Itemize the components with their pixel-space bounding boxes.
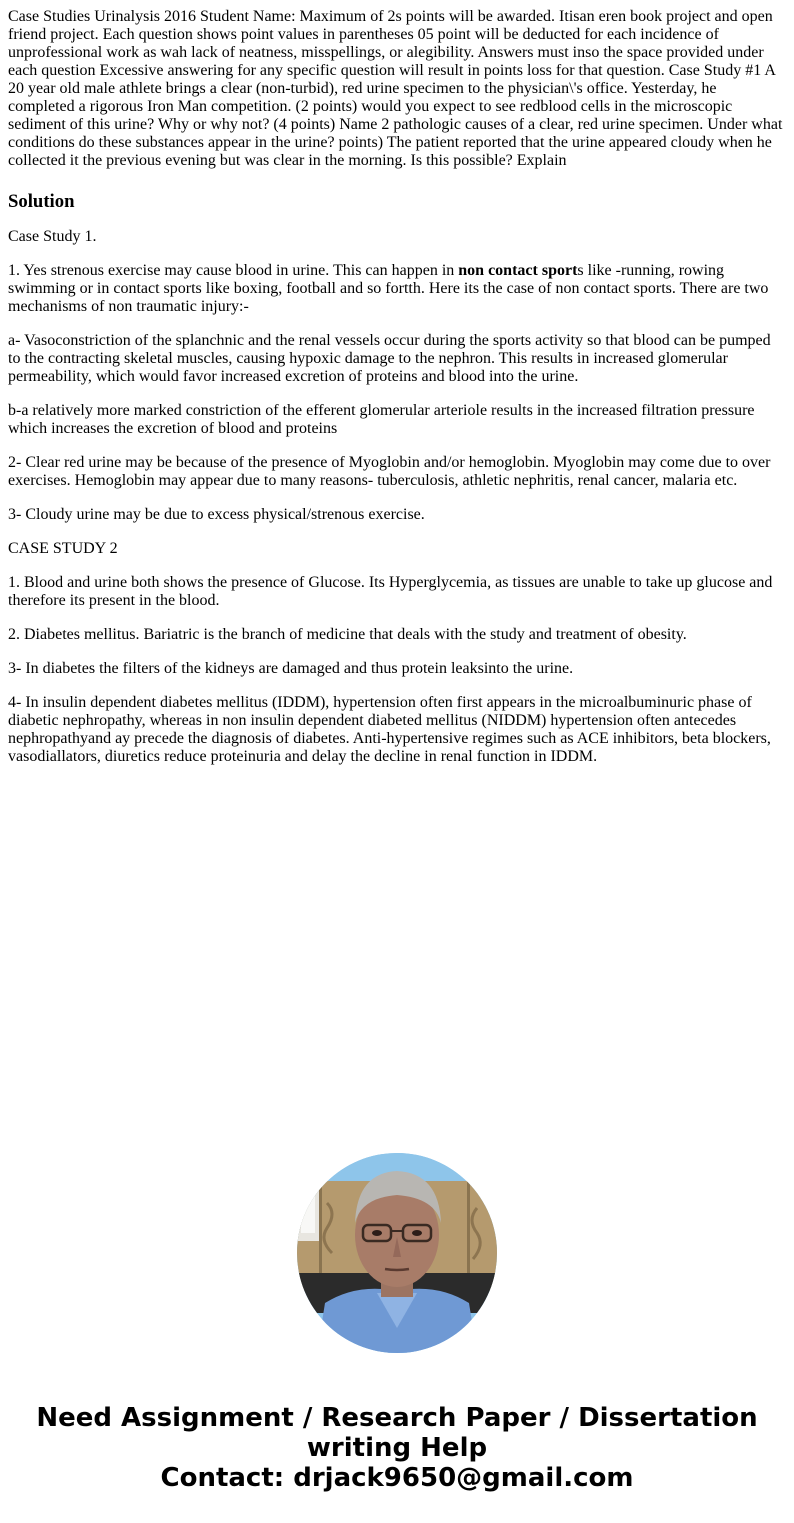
question-text: Case Studies Urinalysis 2016 Student Name: Maximum of 2s points will be awarded. Itisan eren book project and open friend project. Each question shows point values in parentheses 05 point will be deducted for each incidence of unprofessional work as wah lack of neatness, misspellings, or alegibility. Answers must inso the space provided under each question Excessive answering for any specific question will result in points loss for that question. Case Study #1 A 20 year old male athlete brings a clear (non-turbid), red urine specimen to the physician\'s office. Yesterday, he completed a rigorous Iron Man competition. (2 points) would you expect to see redblood cells in the microscopic sediment of this urine? Why or why not? (4 points) Name 2 pathologic causes of a clear, red urine specimen. Under what conditions do these substances appear in the urine? points) The patient reported that the urine appeared cloudy when he collected it the previous evening but was clear in the morning. Is this possible? Explain [8, 8, 783, 169]
case2-answer-3: 3- In diabetes the filters of the kidneys are damaged and thus protein leaksinto the urine. [8, 660, 574, 677]
person-photo-icon [297, 1153, 497, 1353]
case2-title: CASE STUDY 2 [8, 540, 118, 557]
case1-mechanism-a: a- Vasoconstriction of the splanchnic and the renal vessels occur during the sports activity so that blood can be pumped to the contracting skeletal muscles, causing hypoxic damage to the nephron. This results in increased glomerular permeability, which would favor increased excretion of proteins and blood into the urine. [8, 332, 771, 385]
promo-contact: Contact: drjack9650@gmail.com [160, 1463, 634, 1493]
promo-line-2: writing Help [306, 1433, 488, 1463]
solution-heading: Solution [8, 191, 75, 212]
case1-title: Case Study 1. [8, 228, 97, 245]
case1-answer-1-before: 1. Yes strenous exercise may cause blood in urine. This can happen in [8, 262, 459, 279]
case1-answer-1 [8, 262, 786, 316]
case1-answer-1-bold: non contact sport [458, 262, 578, 279]
case1-answer-1-after: s like -running, rowing swimming or in contact sports like boxing, football and so fortth. Here its the case of non contact sports. There are two mechanisms of non traumatic injury:- [8, 262, 769, 315]
case2-answer-1: 1. Blood and urine both shows the presence of Glucose. Its Hyperglycemia, as tissues are unable to take up glucose and therefore its present in the blood. [8, 574, 773, 609]
promo-line-1: Need Assignment / Research Paper / Dissertation [36, 1403, 758, 1433]
case2-answer-2: 2. Diabetes mellitus. Bariatric is the branch of medicine that deals with the study and treatment of obesity. [8, 626, 687, 643]
document-content [8, 8, 786, 782]
case2-answer-4: 4- In insulin dependent diabetes mellitus (IDDM), hypertension often first appears in the microalbuminuric phase of diabetic nephropathy, whereas in non insulin dependent diabeted mellitus (NIDDM) hypertension often antecedes nephropathyand ay precede the diagnosis of diabetes. Anti-hypertensive regimes such as ACE inhibitors, beta blockers, vasodiallators, diuretics reduce proteinuria and delay the decline in renal function in IDDM. [8, 694, 771, 765]
case1-mechanism-b: b-a relatively more marked constriction of the efferent glomerular arteriole results in the increased filtration pressure which increases the excretion of blood and proteins [8, 402, 755, 437]
avatar [297, 1153, 497, 1353]
case1-answer-3: 3- Cloudy urine may be due to excess physical/strenous exercise. [8, 506, 425, 523]
promo-banner [0, 1403, 794, 1493]
case1-answer-2: 2- Clear red urine may be because of the presence of Myoglobin and/or hemoglobin. Myoglobin may come due to over exercises. Hemoglobin may appear due to many reasons- tuberculosis, athletic nephritis, renal cancer, malaria etc. [8, 454, 771, 489]
